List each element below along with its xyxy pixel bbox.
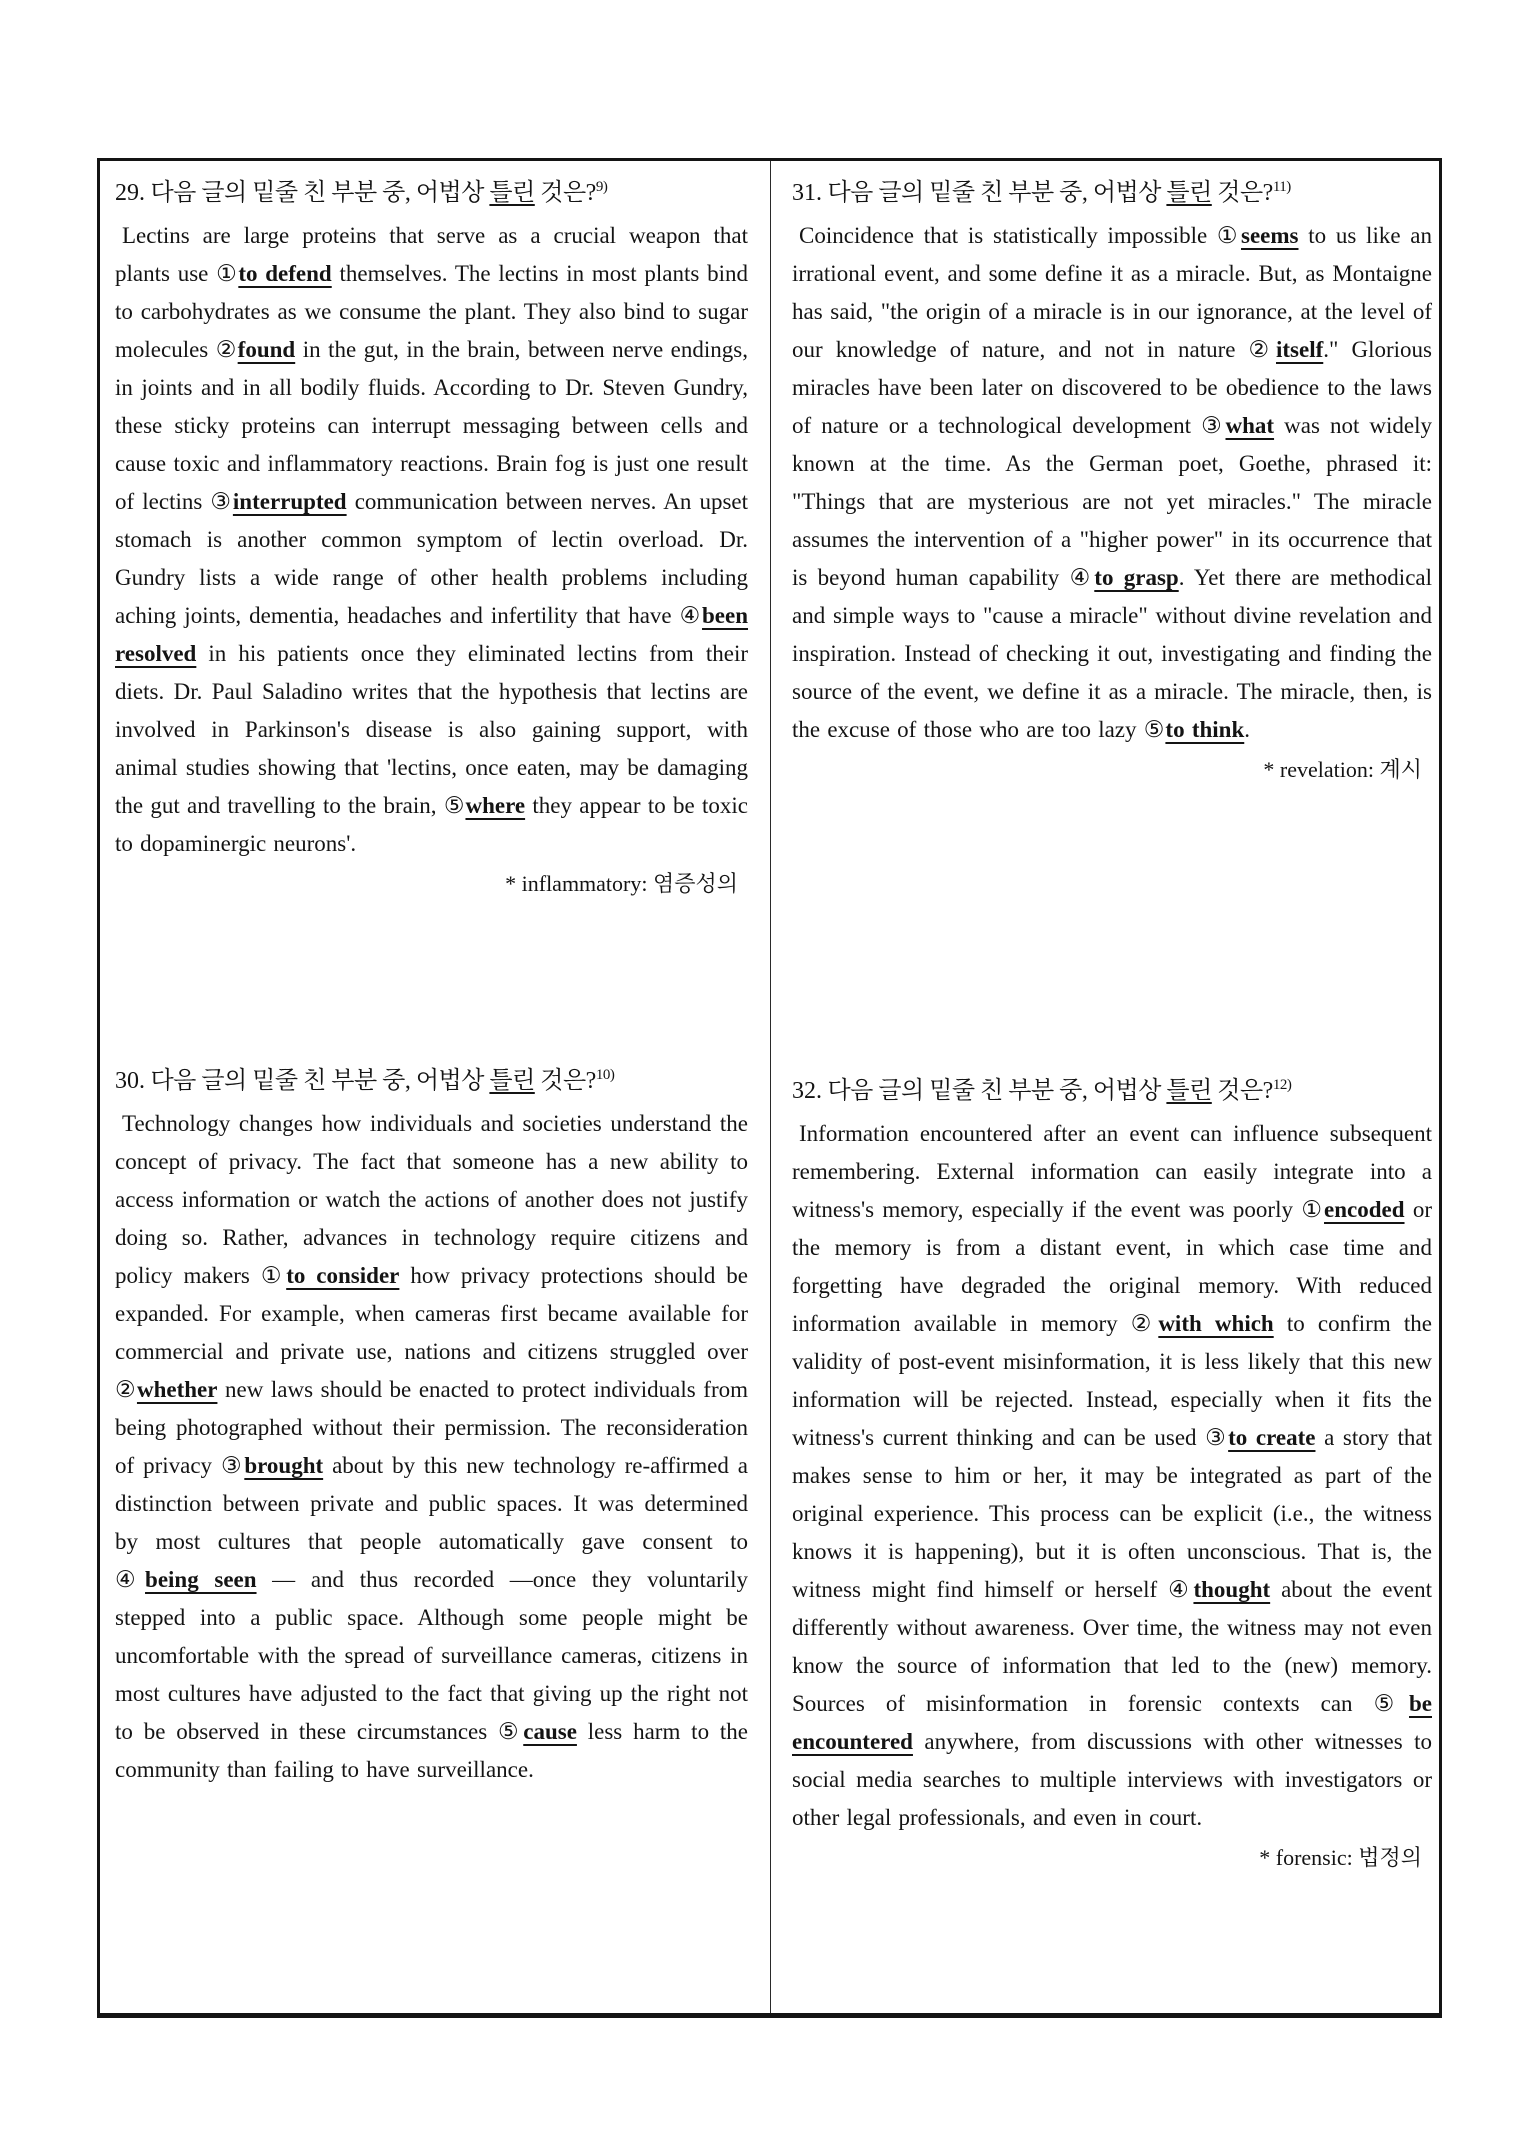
question-header bbox=[115, 1063, 748, 1099]
underlined-phrase: to grasp bbox=[1094, 565, 1179, 590]
prompt-tail: 것은? bbox=[1211, 180, 1273, 206]
underlined-phrase: to defend bbox=[238, 261, 332, 286]
footnote-ref-superscript: 10) bbox=[595, 1067, 615, 1083]
underlined-phrase: with which bbox=[1158, 1311, 1274, 1336]
circled-number: ③ bbox=[1205, 1425, 1228, 1450]
underlined-phrase: what bbox=[1225, 413, 1275, 438]
underlined-phrase: being seen bbox=[145, 1567, 257, 1592]
circled-number: ① bbox=[260, 1263, 286, 1288]
footnote-ref-superscript: 12) bbox=[1272, 1077, 1292, 1093]
underlined-phrase: to create bbox=[1228, 1425, 1316, 1450]
underlined-phrase: seems bbox=[1241, 223, 1299, 248]
underlined-phrase: itself bbox=[1276, 337, 1324, 362]
footnote-ref-superscript: 9) bbox=[595, 179, 608, 195]
underlined-phrase: be encountered bbox=[792, 1691, 1432, 1754]
question-header bbox=[792, 1073, 1432, 1109]
underlined-phrase: been resolved bbox=[115, 603, 749, 666]
exam-page-border bbox=[97, 158, 1442, 2018]
question-header bbox=[115, 175, 748, 211]
vocabulary-note: * revelation: 계시 bbox=[1263, 757, 1422, 782]
circled-number: ④ bbox=[115, 1567, 145, 1592]
vocabulary-note: * forensic: 법정의 bbox=[1259, 1845, 1422, 1870]
underlined-phrase: interrupted bbox=[232, 489, 347, 514]
circled-number: ④ bbox=[679, 603, 702, 628]
passage-text: Lectins are large proteins that serve as a crucial weapon that plants use ①to defend themselves. The lectins in most plants bind to carbohydrates as we consume the plant. They also bind to sugar molecules ②found in the gut, in the brain, between nerve endings, in joints and in all bodily fluids. According to Dr. Steven Gundry, these sticky proteins can interrupt messaging between cells and cause toxic and inflammatory reactions. Brain fog is just one result of lectins ③interrupted communication between nerves. An upset stomach is another common symptom of lectin overload. Dr. Gundry lists a wide range of other health problems including aching joints, dementia, headaches and infertility that have ④been resolved in his patients once they eliminated lectins from their diets. Dr. Paul Saladino writes that the hypothesis that lectins are involved in Parkinson's disease is also gaining support, with animal studies showing that 'lectins, once eaten, may be damaging the gut and travelling to the brain, ⑤where they appear to be toxic to dopaminergic neurons'. bbox=[115, 223, 749, 856]
question-header bbox=[792, 175, 1432, 211]
circled-number: ② bbox=[115, 1377, 136, 1402]
underlined-phrase: found bbox=[237, 337, 296, 362]
circled-number: ⑤ bbox=[1143, 717, 1165, 742]
circled-number: ① bbox=[216, 261, 238, 286]
prompt-text: 다음 글의 밑줄 친 부분 중, 어법상 bbox=[145, 180, 490, 206]
prompt-text: 다음 글의 밑줄 친 부분 중, 어법상 bbox=[822, 180, 1167, 206]
passage-text: Technology changes how individuals and societies understand the concept of privacy. The fact that someone has a new ability to access information or watch the actions of another does not justify doing so. Rather, advances in technology require citizens and policy makers ①to consider how privacy protections should be expanded. For example, when cameras first became available for commercial and private use, nations and citizens struggled over ②whether new laws should be enacted to protect individuals from being photographed without their permission. The reconsideration of privacy ③brought about by this new technology re-affirmed a distinction between private and public spaces. It was determined by most cultures that people automatically gave consent to ④being seen ― and thus recorded ―once they voluntarily stepped into a public space. Although some people might be uncomfortable with the spread of surveillance cameras, citizens in most cultures have adjusted to the fact that giving up the right not to be observed in these circumstances ⑤cause less harm to the community than failing to have surveillance. bbox=[115, 1111, 749, 1782]
circled-number: ① bbox=[1216, 223, 1241, 248]
circled-number: ② bbox=[215, 337, 237, 362]
circled-number: ③ bbox=[221, 1453, 244, 1478]
prompt-tail: 것은? bbox=[534, 1068, 596, 1094]
prompt-text: 다음 글의 밑줄 친 부분 중, 어법상 bbox=[822, 1078, 1167, 1104]
footnote-ref-superscript: 11) bbox=[1272, 179, 1291, 195]
question-30 bbox=[115, 1063, 748, 1789]
circled-number: ⑤ bbox=[443, 793, 465, 818]
passage-text: Coincidence that is statistically impossible ①seems to us like an irrational event, and some define it as a miracle. But, as Montaigne has said, "the origin of a miracle is in our ignorance, at the level of our knowledge of nature, and not in nature ②itself." Glorious miracles have been later on discovered to be obedience to the laws of nature or a technological development ③what was not widely known at the time. As the German poet, Goethe, phrased it: "Things that are mysterious are not yet miracles." The miracle assumes the intervention of a "higher power" in its occurrence that is beyond human capability ④to grasp. Yet there are methodical and simple ways to "cause a miracle" without divine revelation and inspiration. Instead of checking it out, investigating and finding the source of the event, we define it as a miracle. The miracle, then, is the excuse of those who are too lazy ⑤to think. bbox=[792, 223, 1433, 742]
prompt-underlined-word: 틀린 bbox=[489, 1068, 535, 1094]
prompt-underlined-word: 틀린 bbox=[489, 180, 535, 206]
underlined-phrase: cause bbox=[523, 1719, 577, 1744]
circled-number: ③ bbox=[210, 489, 232, 514]
circled-number: ② bbox=[1248, 337, 1275, 362]
question-number: 32. bbox=[792, 1078, 822, 1104]
question-29 bbox=[115, 175, 748, 903]
prompt-tail: 것은? bbox=[1211, 1078, 1273, 1104]
question-32 bbox=[792, 1073, 1432, 1877]
underlined-phrase: brought bbox=[244, 1453, 324, 1478]
circled-number: ⑤ bbox=[1373, 1691, 1408, 1716]
underlined-phrase: where bbox=[465, 793, 526, 818]
underlined-phrase: thought bbox=[1193, 1577, 1271, 1602]
circled-number: ⑤ bbox=[498, 1719, 523, 1744]
column-divider bbox=[770, 161, 771, 2013]
circled-number: ④ bbox=[1168, 1577, 1193, 1602]
question-number: 30. bbox=[115, 1068, 145, 1094]
question-number: 31. bbox=[792, 180, 822, 206]
underlined-phrase: to consider bbox=[286, 1263, 400, 1288]
underlined-phrase: to think bbox=[1165, 717, 1245, 742]
left-column bbox=[115, 161, 748, 2013]
prompt-text: 다음 글의 밑줄 친 부분 중, 어법상 bbox=[145, 1068, 490, 1094]
circled-number: ④ bbox=[1069, 565, 1094, 590]
circled-number: ② bbox=[1130, 1311, 1158, 1336]
circled-number: ① bbox=[1301, 1197, 1324, 1222]
circled-number: ③ bbox=[1201, 413, 1225, 438]
right-column bbox=[792, 161, 1432, 2013]
underlined-phrase: encoded bbox=[1324, 1197, 1405, 1222]
question-31 bbox=[792, 175, 1432, 789]
underlined-phrase: whether bbox=[136, 1377, 218, 1402]
question-number: 29. bbox=[115, 180, 145, 206]
prompt-underlined-word: 틀린 bbox=[1166, 180, 1212, 206]
prompt-tail: 것은? bbox=[534, 180, 596, 206]
vocabulary-note: * inflammatory: 염증성의 bbox=[505, 871, 738, 896]
passage-text: Information encountered after an event can influence subsequent remembering. External information can easily integrate into a witness's memory, especially if the event was poorly ①encoded or the memory is from a distant event, in which case time and forgetting have degraded the original memory. With reduced information available in memory ②with which to confirm the validity of post-event misinformation, it is less likely that this new information will be rejected. Instead, especially when it fits the witness's current thinking and can be used ③to create a story that makes sense to him or her, it may be integrated as part of the original experience. This process can be explicit (i.e., the witness knows it is happening), but it is often unconscious. That is, the witness might find himself or herself ④thought about the event differently without awareness. Over time, the witness may not even know the source of information that led to the (new) memory. Sources of misinformation in forensic contexts can ⑤be encountered anywhere, from discussions with other witnesses to social media searches to multiple interviews with investigators or other legal professionals, and even in court. bbox=[792, 1121, 1432, 1830]
prompt-underlined-word: 틀린 bbox=[1166, 1078, 1212, 1104]
